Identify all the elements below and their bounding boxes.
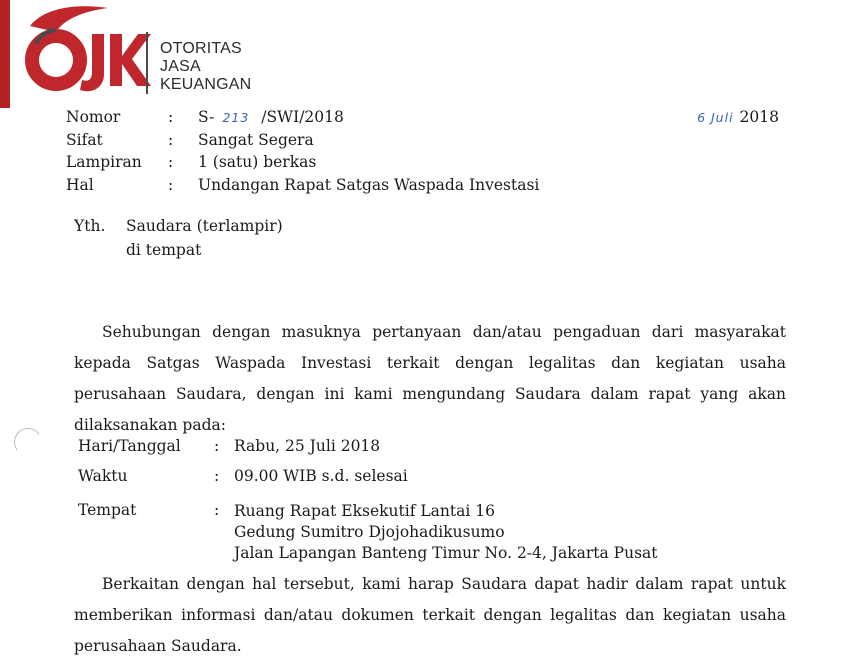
waktu-colon: : bbox=[214, 467, 220, 485]
logo-letter-o bbox=[32, 36, 80, 84]
page-edge-red-bar bbox=[0, 0, 10, 108]
schedule-tempat bbox=[78, 501, 658, 564]
hal-value: Undangan Rapat Satgas Waspada Investasi bbox=[198, 175, 540, 194]
logo-red-swoosh bbox=[30, 6, 108, 32]
recipient-block bbox=[74, 214, 283, 262]
page-curl-mark bbox=[12, 426, 44, 458]
letter-meta bbox=[66, 106, 539, 196]
p1-line: perusahaan Saudara, dengan ini kami mengundang Saudara dalam rapat yang akan bbox=[74, 385, 786, 403]
logo-line-1: OTORITAS bbox=[160, 40, 242, 57]
body-paragraph-1 bbox=[74, 317, 786, 441]
tempat-colon: : bbox=[214, 501, 220, 519]
p2-line: perusahaan Saudara. bbox=[74, 637, 242, 655]
date-handwritten: 6 Juli bbox=[697, 109, 734, 125]
tempat-line: Ruang Rapat Eksekutif Lantai 16 bbox=[234, 502, 495, 520]
meta-sifat bbox=[66, 129, 539, 152]
logo-letter-k bbox=[110, 34, 151, 86]
sifat-value: Sangat Segera bbox=[198, 130, 314, 149]
schedule-hari bbox=[78, 437, 658, 467]
hari-value: Rabu, 25 Juli 2018 bbox=[234, 437, 381, 455]
date-year: 2018 bbox=[739, 108, 779, 127]
logo-wordmark bbox=[160, 40, 251, 94]
logo-line-2: JASA bbox=[160, 58, 201, 75]
ojk-logo bbox=[22, 4, 152, 100]
recipient-yth: Yth. bbox=[74, 217, 106, 235]
lampiran-colon: : bbox=[168, 153, 174, 172]
sifat-colon: : bbox=[168, 130, 174, 149]
hal-label: Hal bbox=[66, 175, 94, 194]
logo-divider bbox=[146, 32, 148, 94]
recipient-line bbox=[74, 214, 283, 238]
recipient-place: di tempat bbox=[126, 241, 202, 259]
tempat-line: Gedung Sumitro Djojohadikusumo bbox=[234, 523, 505, 541]
p2-line: Berkaitan dengan hal tersebut, kami harap Saudara dapat hadir dalam rapat untuk bbox=[102, 575, 786, 593]
tempat-line: Jalan Lapangan Banteng Timur No. 2-4, Jakarta Pusat bbox=[234, 544, 658, 562]
p1-line: kepada Satgas Waspada Investasi terkait dengan legalitas dan kegiatan usaha bbox=[74, 354, 786, 372]
p1-line: dilaksanakan pada: bbox=[74, 416, 226, 434]
lampiran-value: 1 (satu) berkas bbox=[198, 153, 317, 172]
sifat-label: Sifat bbox=[66, 130, 103, 149]
waktu-value: 09.00 WIB s.d. selesai bbox=[234, 467, 408, 485]
logo-line-3: KEUANGAN bbox=[160, 76, 252, 93]
nomor-prefix: S- bbox=[198, 108, 215, 127]
waktu-label: Waktu bbox=[78, 467, 128, 485]
tempat-label: Tempat bbox=[78, 501, 137, 519]
recipient-name: Saudara (terlampir) bbox=[126, 217, 283, 235]
p2-line: memberikan informasi dan/atau dokumen terkait dengan legalitas dan kegiatan usaha bbox=[74, 606, 786, 624]
meta-nomor bbox=[66, 106, 539, 129]
hari-colon: : bbox=[214, 437, 220, 455]
p1-line: Sehubungan dengan masuknya pertanyaan dan/atau pengaduan dari masyarakat bbox=[102, 323, 786, 341]
nomor-label: Nomor bbox=[66, 108, 121, 127]
letter-date bbox=[697, 106, 779, 129]
tempat-value bbox=[234, 501, 658, 564]
hari-label: Hari/Tanggal bbox=[78, 437, 181, 455]
meta-hal bbox=[66, 174, 539, 197]
lampiran-label: Lampiran bbox=[66, 153, 142, 172]
meeting-schedule bbox=[78, 437, 658, 564]
meta-lampiran bbox=[66, 151, 539, 174]
nomor-colon: : bbox=[168, 108, 174, 127]
nomor-suffix: /SWI/2018 bbox=[261, 108, 344, 127]
nomor-handwritten: 213 bbox=[222, 109, 250, 125]
body-paragraph-2 bbox=[74, 569, 786, 662]
hal-colon: : bbox=[168, 175, 174, 194]
schedule-waktu bbox=[78, 467, 658, 501]
